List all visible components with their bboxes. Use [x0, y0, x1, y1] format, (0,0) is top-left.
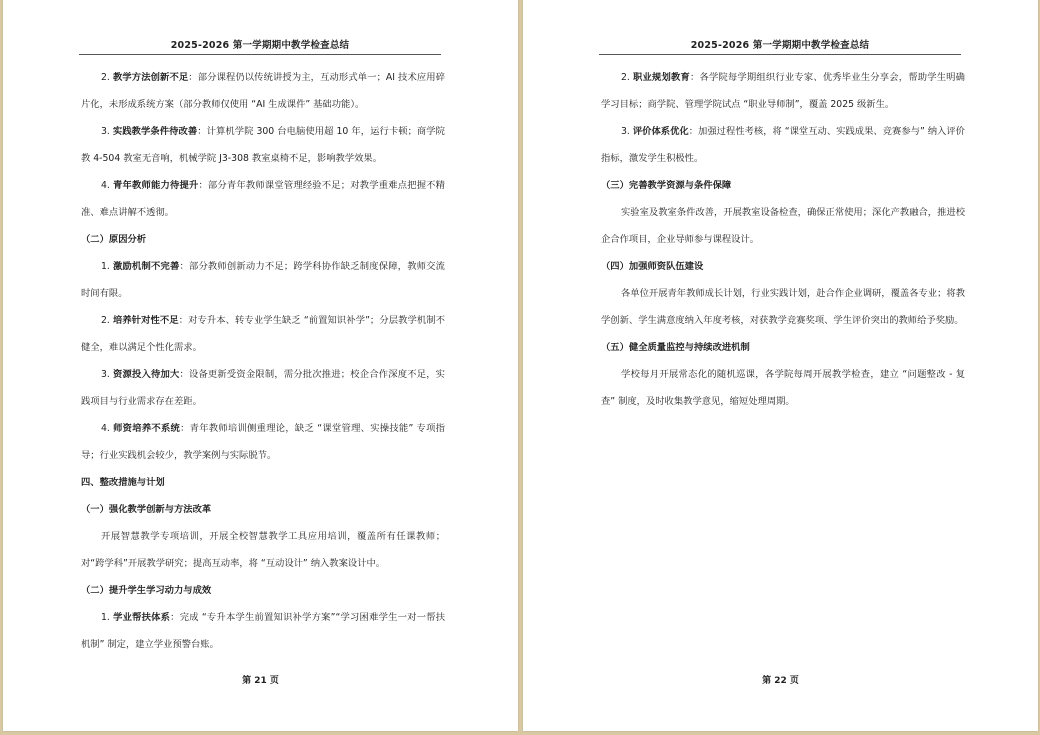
- item-title: 教学方法创新不足: [112, 72, 189, 83]
- paragraph-quality: 学校每月开展常态化的随机巡课，各学院每周开展教学检查，建立 “问题整改 - 复查” 制度，及时收集教学意见，缩短处理周期。: [601, 369, 965, 407]
- page-header: 2025-2026 第一学期期中教学检查总结: [599, 37, 961, 55]
- page-number: 第 22 页: [762, 676, 799, 686]
- item-title: 实践教学条件待改善: [112, 126, 198, 137]
- measure-item-3: 3. 评价体系优化：加强过程性考核，将 “课堂互动、实践成果、竞赛参与” 纳入评价指标，激发学生积极性。: [601, 126, 965, 164]
- cause-item-2: 2. 培养针对性不足：对专升本、转专业学生缺乏 “前置知识补学”；分层教学机制不健全，难以满足个性化需求。: [81, 315, 445, 353]
- cause-item-3: 3. 资源投入待加大：设备更新受资金限制，需分批次推进；校企合作深度不足，实践项目与行业需求存在差距。: [81, 369, 445, 407]
- item-title: 激励机制不完善: [113, 261, 180, 272]
- page-content: [601, 64, 965, 415]
- paragraph-innovation: 开展智慧教学专项培训，开展全校智慧教学工具应用培训，覆盖所有任课教师；对“跨学科”开展教学研究；提高互动率，将 “互动设计” 纳入教案设计中。: [81, 531, 445, 569]
- subsection-heading-quality: （五）健全质量监控与持续改进机制: [601, 342, 750, 353]
- problem-item-2: 2. 教学方法创新不足：部分课程仍以传统讲授为主，互动形式单一；AI 技术应用碎片化，未形成系统方案（部分教师仅使用 “AI 生成课件” 基础功能）。: [81, 72, 445, 110]
- measure-item-1: 1. 学业帮扶体系：完成 “专升本学生前置知识补学方案”“学习困难学生一对一帮扶机制” 制定，建立学业预警台账。: [81, 612, 445, 650]
- page-number: 第 21 页: [242, 676, 279, 686]
- subsection-heading-resources: （三）完善教学资源与条件保障: [601, 180, 732, 191]
- item-title: 职业规划教育: [633, 72, 690, 83]
- item-title: 培养针对性不足: [112, 315, 179, 326]
- item-title: 学业帮扶体系: [113, 612, 171, 623]
- document-page-22: [523, 0, 1038, 731]
- item-title: 师资培养不系统: [113, 423, 181, 434]
- measure-item-2: 2. 职业规划教育：各学院每学期组织行业专家、优秀毕业生分享会，帮助学生明确学习目标；商学院、管理学院试点 “职业导师制”，覆盖 2025 级新生。: [601, 72, 965, 110]
- subsection-heading-innovation: （一）强化教学创新与方法改革: [81, 504, 212, 515]
- section-heading-measures: 四、整改措施与计划: [81, 477, 165, 488]
- document-page-21: [3, 0, 518, 731]
- cause-item-4: 4. 师资培养不系统：青年教师培训侧重理论，缺乏 “课堂管理、实操技能” 专项指导；行业实践机会较少，教学案例与实际脱节。: [81, 423, 445, 461]
- page-content: [81, 64, 445, 658]
- subsection-heading-motivation: （二）提升学生学习动力与成效: [81, 585, 212, 596]
- paragraph-faculty: 各单位开展青年教师成长计划，行业实践计划，赴合作企业调研，覆盖各专业；将教学创新、学生满意度纳入年度考核，对获教学竞赛奖项、学生评价突出的教师给予奖励。: [601, 288, 965, 326]
- cause-item-1: 1. 激励机制不完善：部分教师创新动力不足；跨学科协作缺乏制度保障，教师交流时间有限。: [81, 261, 445, 299]
- problem-item-3: 3. 实践教学条件待改善：计算机学院 300 台电脑使用超 10 年，运行卡顿；商学院教 4-504 教室无音响，机械学院 J3-308 教室桌椅不足，影响教学效果。: [81, 126, 445, 164]
- item-title: 资源投入待加大: [113, 369, 180, 380]
- subsection-heading-faculty: （四）加强师资队伍建设: [601, 261, 704, 272]
- paragraph-resources: 实验室及教室条件改善，开展教室设备检查，确保正常使用；深化产教融合，推进校企合作项目，企业导师参与课程设计。: [601, 207, 965, 245]
- page-header: 2025-2026 第一学期期中教学检查总结: [79, 37, 441, 55]
- section-heading-cause: （二）原因分析: [81, 234, 147, 245]
- item-title: 评价体系优化: [632, 126, 689, 137]
- item-title: 青年教师能力待提升: [113, 180, 199, 191]
- problem-item-4: 4. 青年教师能力待提升：部分青年教师课堂管理经验不足；对教学重难点把握不精准、难点讲解不透彻。: [81, 180, 445, 218]
